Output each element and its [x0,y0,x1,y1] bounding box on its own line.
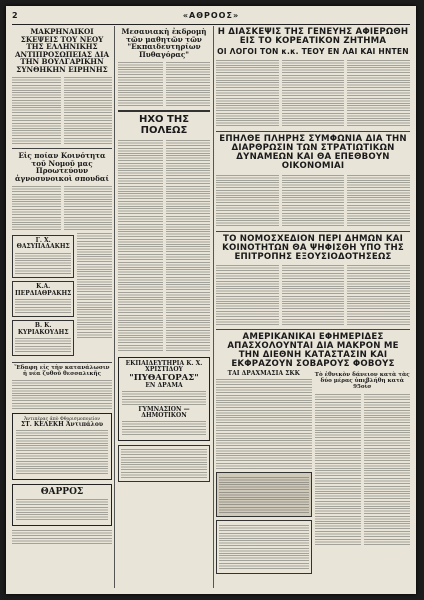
headline: Τὸ ἐθνικὸν δάνειον κατὰ τὰς δύο μέρας ὑπεβλήθη κατὰ 95οἶσ [314,372,410,390]
advert [118,445,210,483]
column-1 [12,26,112,588]
advert [216,472,312,518]
newspaper-page [6,6,416,594]
column-3 [216,26,410,588]
headline: ΤΟ ΝΟΜΟΣΧΕΔΙΟΝ ΠΕΡΙ ΔΗΜΩΝ ΚΑΙ ΚΟΙΝΟΤΗΤΩΝ ΘΑ ΨΗΦΙΣΘΗ ΥΠΟ ΤΗΣ ΕΠΙΤΡΟΠΗΣ ΕΞΟΥΣΙΟΔΟΤΗΣΕΩΣ [222,233,404,262]
article-body [118,60,210,107]
headline: ΜΑΚΡΗΝΑΙΚΟΙ ΣΚΕΨΕΙΣ ΤΟΥ ΝΕΟΥ ΤΗΣ ΕΛΛΗΝΙΚΗΣ ΑΝΤΙΠΡΟΣΩΠΕΙΑΣ ΔΙΑ ΤΗΝ ΒΟΥΛΓΑΡΙΚΗΝ ΣΥΝΘΗΚΗΝ ΕΙΡΗΝΗΣ [14,27,110,74]
lead-subheadline: ΟΙ ΛΟΓΟΙ ΤΟΝ κ.κ. ΤΕΟΥ ΕΝ ΛΑΙ ΚΑΙ ΗΝΤΕΝ [217,47,409,57]
advert [216,520,312,573]
advert-box: ΘΑΡΡΟΣ [12,484,112,526]
article-body [216,264,410,326]
advert-box-school: ΕΚΠΑΙΔΕΥΤΗΡΙΑ Κ. Χ. ΧΡΙΣΤΙΔΟΥ "ΠΥΘΑΓΟΡΑΣ" ΕΝ ΔΡΑΜΑ ΓΥΜΝΑΣΙΟΝ — ΔΗΜΟΤΙΚΟΝ [118,357,210,441]
column-2 [118,26,210,588]
article-body [216,58,410,128]
headline: Ἔδαφη εἰς τὴν κατανάλωσιν ἡ νέα ζυθοῦ θεσσαλικῆς [14,365,110,378]
column-rule [213,26,214,588]
article-body [12,185,112,232]
article-body [216,173,410,228]
advert: Κ.Α. ΠΕΡΔΙΑΘΡΑΚΗΣ [12,281,74,317]
headline: Μεσαυιακὴ ἐκδρομὴ τῶν μαθητῶν τῶν "Εκπαιδευτηρίων Πυθαγόρας" [121,27,207,59]
lead-headline: Η ΔΙΑΣΚΕΨΙΣ ΤΗΣ ΓΕΝΕΥΗΣ ΑΦΙΕΡΩΘΗ ΕΙΣ ΤΟ ΚΟΡΕΑΤΙΚΟΝ ΖΗΤΗΜΑ [217,27,409,47]
page-number: 2 [12,11,18,20]
newspaper-title: «ΑΘΡΟΟΣ» [182,11,240,20]
section-heading: ΗΧΟ ΤΗΣ ΠΟΛΕΩΣ [138,114,190,136]
column-rule [114,26,115,588]
headline: ΕΠΗΛΘΕ ΠΛΗΡΗΣ ΣΥΜΦΩΝΙΑ ΔΙΑ ΤΗΝ ΔΙΑΡΘΡΩΣΙΝ ΤΩΝ ΣΤΡΑΤΙΩΤΙΚΩΝ ΔΥΝΑΜΕΩΝ ΚΑΙ ΘΑ ΕΠΕΘΒΟΥΝ ΟΙΚΟΝΟΜΙΑΙ [219,133,407,171]
masthead [12,10,410,25]
advert-box: Ἀντιπέρας ἀπὸ Φθορισμοποιείον ΣΤ. ΚΕΛΕΚΗ Ἀντιπάλου [12,413,112,480]
advert: Γ. Χ. ΘΑΣΥΠΑΔΑΚΗΣ [12,235,74,279]
article-body [12,75,112,145]
subhead: ΤΑΙ ΔΡΑΧΜΑΣΙΑ ΣΚΚ [227,370,300,378]
article-body [118,138,210,352]
headline: ΑΜΕΡΙΚΑΝΙΚΑΙ ΕΦΗΜΕΡΙΔΕΣ ΑΠΑΣΧΟΛΟΥΝΤΑΙ ΔΙΑ ΜΑΚΡΟΝ ΜΕ ΤΗΝ ΔΙΕΘΝΗ ΚΑΤΑΣΤΑΣΙΝ ΚΑΙ ΕΚΦΡΑΖΟΥΝ ΣΟΒΑΡΟΥΣ ΦΟΒΟΥΣ [227,332,399,370]
advert: Β. Κ. ΚΥΡΙΑΚΟΥΔΗΣ [12,320,74,356]
headline: Εἰς ποίαν Κοινότητα τοῦ Νομοῦ μας Προωτεύουν ἀγνοσυνοικοὶ σπουδαί [15,151,109,183]
